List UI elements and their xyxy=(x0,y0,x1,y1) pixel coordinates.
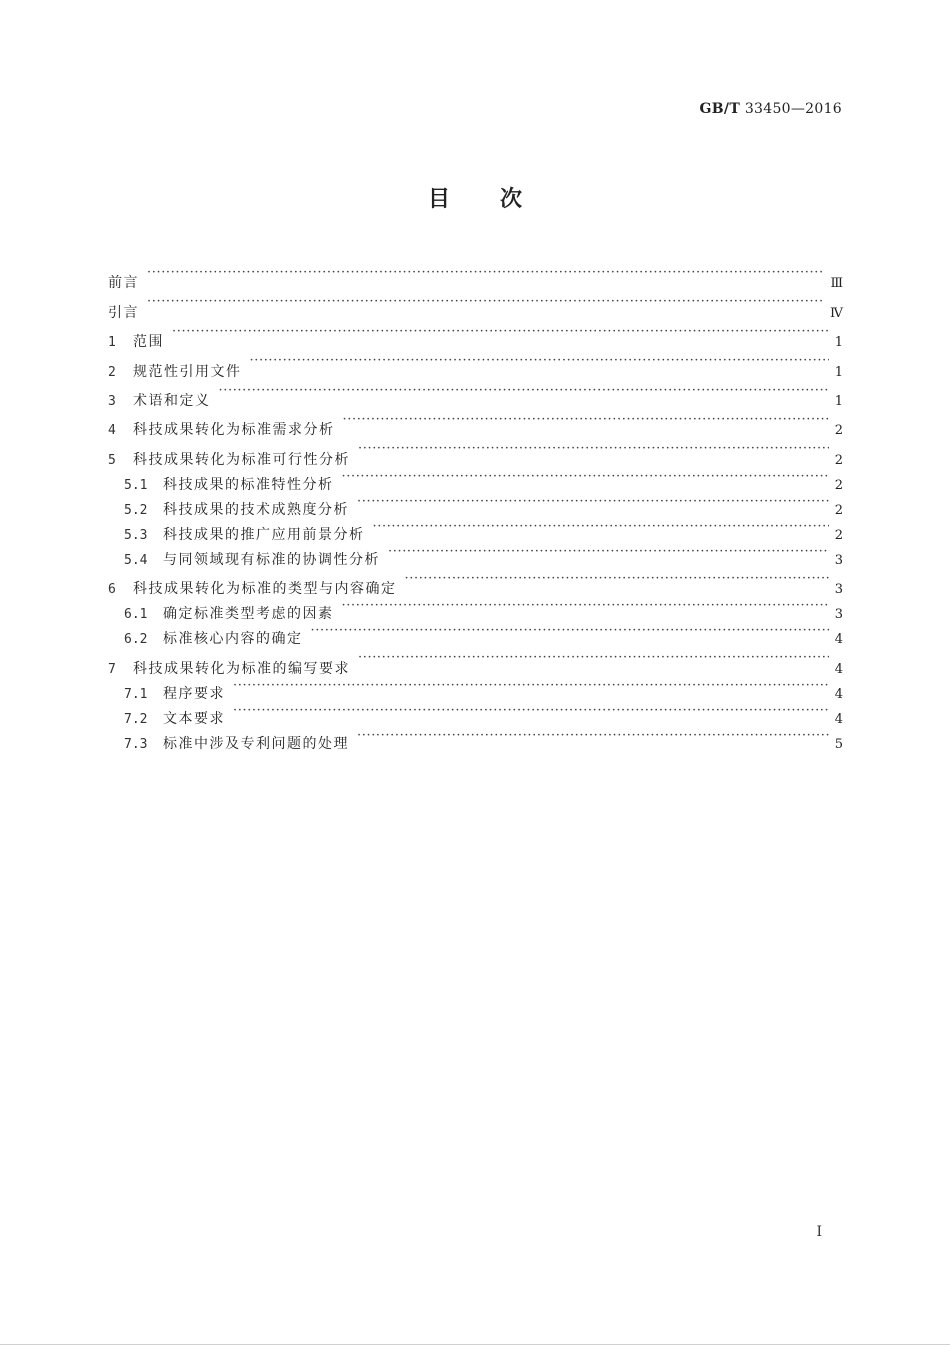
toc-entry-number: 6 xyxy=(108,582,116,598)
toc-entry-page: 2 xyxy=(834,527,843,543)
toc-entry-page: 1 xyxy=(834,335,843,351)
toc-entry-number: 7.1 xyxy=(124,686,148,702)
toc-entry[interactable] xyxy=(108,376,843,409)
toc-entry-page: 4 xyxy=(834,632,843,648)
toc-entry-page: Ⅲ xyxy=(830,276,843,292)
toc-entry-page: 3 xyxy=(834,552,843,568)
table-of-contents xyxy=(108,258,843,752)
toc-dot-leader xyxy=(388,539,829,564)
toc-entry-title: 标准中涉及专利问题的处理 xyxy=(163,735,349,752)
toc-dot-leader xyxy=(233,698,829,723)
toc-entry[interactable] xyxy=(108,258,843,292)
toc-dot-leader xyxy=(172,317,829,346)
toc-entry-title: 科技成果转化为标准可行性分析 xyxy=(133,451,350,468)
page-title: 目次 xyxy=(427,187,572,212)
toc-entry-number: 4 xyxy=(108,423,116,439)
toc-entry-number: 3 xyxy=(108,393,116,409)
toc-entry-page: 4 xyxy=(834,686,843,702)
toc-entry-title: 科技成果的标准特性分析 xyxy=(163,476,334,493)
toc-entry-page: 1 xyxy=(834,364,843,380)
toc-dot-leader xyxy=(311,618,829,643)
toc-entry-number: 5.3 xyxy=(124,527,148,543)
toc-entry-title: 与同领域现有标准的协调性分析 xyxy=(163,551,380,568)
toc-dot-leader xyxy=(342,593,829,618)
toc-entry-title: 程序要求 xyxy=(163,685,225,702)
toc-dot-leader xyxy=(358,643,829,672)
toc-entry-title: 规范性引用文件 xyxy=(133,363,242,380)
toc-entry-number: 5.1 xyxy=(124,477,148,493)
toc-entry-number: 7.2 xyxy=(124,711,148,727)
toc-entry-title: 确定标准类型考虑的因素 xyxy=(163,606,334,623)
toc-entry-page: 2 xyxy=(834,452,843,468)
toc-dot-leader xyxy=(233,673,829,698)
toc-dot-leader xyxy=(373,514,829,539)
toc-entry-number: 7 xyxy=(108,661,116,677)
toc-entry-title: 科技成果的推广应用前景分析 xyxy=(163,526,365,543)
toc-entry-number: 7.3 xyxy=(124,736,148,752)
toc-entry[interactable] xyxy=(108,317,843,351)
toc-dot-leader xyxy=(358,434,829,463)
toc-dot-leader xyxy=(357,489,829,514)
toc-entry-page: 5 xyxy=(834,736,843,752)
toc-dot-leader xyxy=(250,346,829,375)
toc-dot-leader xyxy=(147,258,824,287)
toc-entry-number: 6.1 xyxy=(124,607,148,623)
toc-entry-page: 3 xyxy=(834,607,843,623)
toc-entry-title: 科技成果的技术成熟度分析 xyxy=(163,501,349,518)
toc-entry-page: 4 xyxy=(834,661,843,677)
toc-entry-title: 范围 xyxy=(133,334,164,351)
toc-dot-leader xyxy=(357,723,829,748)
page-number: Ⅰ xyxy=(816,1224,822,1240)
toc-dot-leader xyxy=(342,464,829,489)
toc-entry-number: 6.2 xyxy=(124,632,148,648)
standard-code xyxy=(700,101,842,117)
toc-entry-title: 科技成果转化为标准的编写要求 xyxy=(133,660,350,677)
toc-entry-page: 2 xyxy=(834,502,843,518)
toc-entry-page: 4 xyxy=(834,711,843,727)
toc-dot-leader xyxy=(147,287,824,316)
toc-entry-page: 2 xyxy=(834,477,843,493)
toc-entry-title: 文本要求 xyxy=(163,710,225,727)
toc-dot-leader xyxy=(405,564,829,593)
toc-entry[interactable] xyxy=(108,346,843,380)
toc-entry-page: 3 xyxy=(834,582,843,598)
toc-entry-number: 5.4 xyxy=(124,552,148,568)
toc-entry-number: 5 xyxy=(108,452,116,468)
toc-entry-page: Ⅳ xyxy=(830,305,843,321)
toc-entry-page: 2 xyxy=(834,423,843,439)
toc-entry-number: 5.2 xyxy=(124,502,148,518)
toc-entry-title: 前言 xyxy=(108,275,139,292)
standard-number: 33450—2016 xyxy=(744,101,842,117)
toc-entry[interactable] xyxy=(108,287,843,321)
toc-dot-leader xyxy=(219,376,829,405)
toc-entry-title: 标准核心内容的确定 xyxy=(163,631,303,648)
toc-entry-title: 术语和定义 xyxy=(133,392,211,409)
toc-entry-page: 1 xyxy=(834,393,843,409)
toc-entry-title: 科技成果转化为标准需求分析 xyxy=(133,422,335,439)
toc-entry-number: 2 xyxy=(108,364,116,380)
toc-entry-number: 1 xyxy=(108,335,116,351)
toc-entry-title: 引言 xyxy=(108,304,139,321)
toc-entry-title: 科技成果转化为标准的类型与内容确定 xyxy=(133,581,397,598)
toc-dot-leader xyxy=(343,405,829,434)
standard-prefix: GB/T xyxy=(699,101,741,117)
